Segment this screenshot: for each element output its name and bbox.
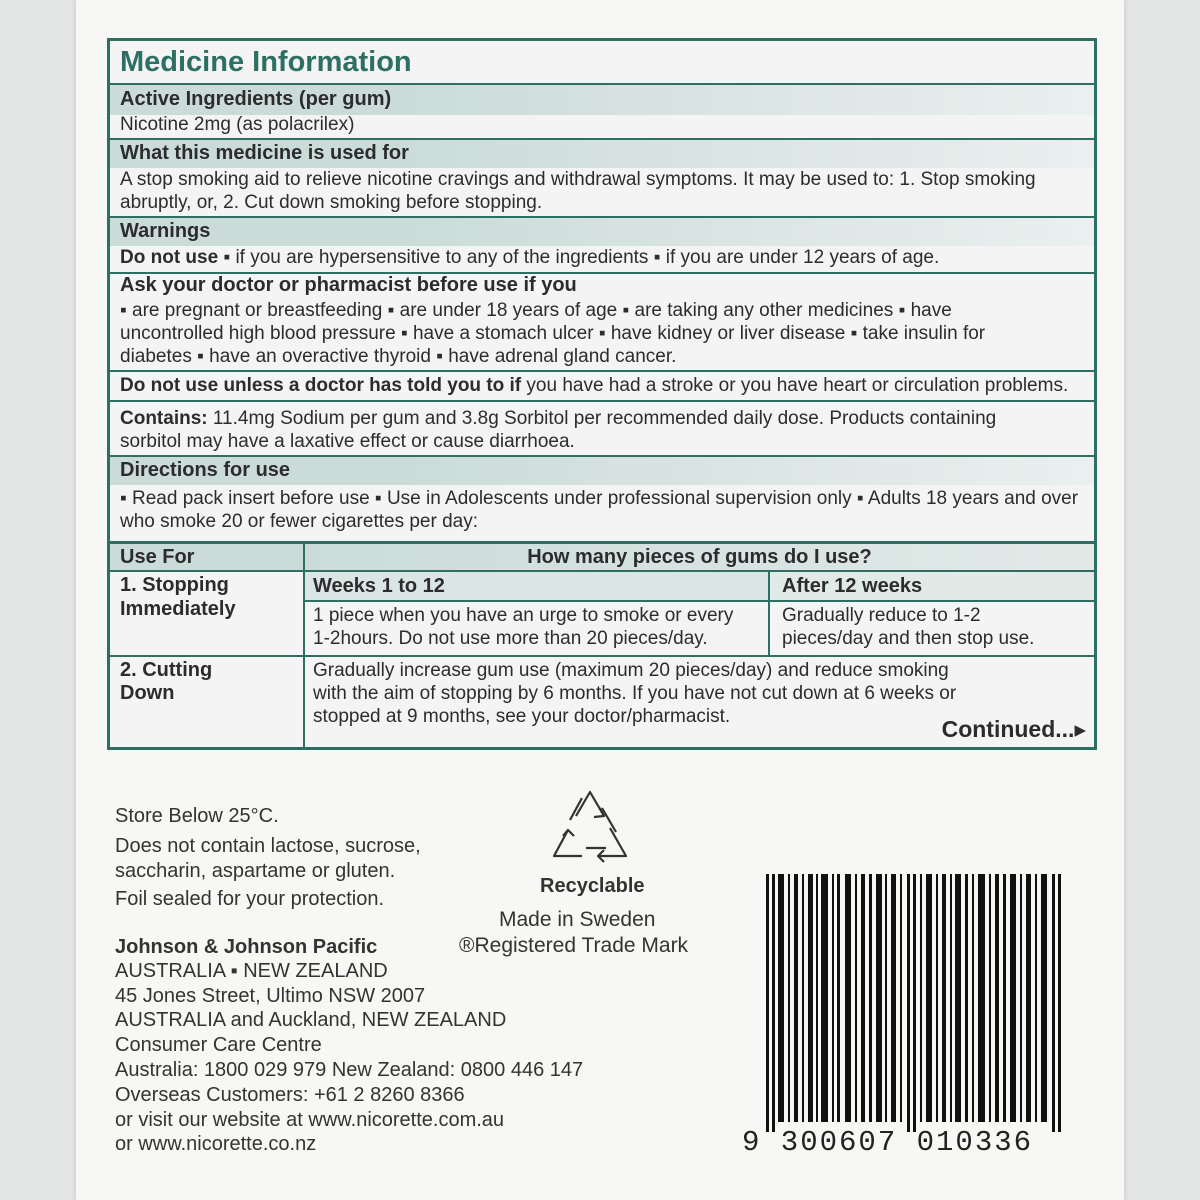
row2-label-line-1: 2. Cutting	[120, 659, 213, 681]
continued-label: Continued...▸	[941, 716, 1086, 742]
contains-row	[120, 407, 1080, 430]
company-line-2: 45 Jones Street, Ultimo NSW 2007	[115, 985, 426, 1007]
ask-doctor-line-1: ▪ are pregnant or breastfeeding ▪ are under 18 years of age ▪ are taking any other medicines ▪ have	[120, 300, 952, 321]
directions-line-1: ▪ Read pack insert before use ▪ Use in Adolescents under professional supervision only ▪ Adults 18 years and over	[120, 488, 1079, 509]
storage-line-2: Does not contain lactose, sucrose,	[115, 835, 421, 857]
barcode	[766, 874, 1068, 1132]
weeks-heading: Weeks 1 to 12	[305, 572, 768, 600]
row2-line-1: Gradually increase gum use (maximum 20 pieces/day) and reduce smoking	[313, 660, 949, 681]
row1-label-line-2: Immediately	[120, 598, 236, 620]
company-line-4: Consumer Care Centre	[115, 1034, 322, 1056]
company-line-1: AUSTRALIA ▪ NEW ZEALAND	[115, 960, 388, 982]
medicine-information-box	[107, 38, 1097, 750]
active-ingredients-text: Nicotine 2mg (as polacrilex)	[120, 114, 355, 135]
recycle-icon	[546, 786, 634, 870]
dosing-table	[110, 541, 1094, 747]
contains-label: Contains:	[120, 408, 208, 429]
company-line-6: Overseas Customers: +61 2 8260 8366	[115, 1084, 465, 1106]
recyclable-label: Recyclable	[540, 875, 645, 897]
weeks-line-1: 1 piece when you have an urge to smoke or every	[313, 605, 734, 626]
col-use-for: Use For	[110, 544, 303, 570]
after-line-2: pieces/day and then stop use.	[782, 628, 1035, 649]
contains-line-1: 11.4mg Sodium per gum and 3.8g Sorbitol per recommended daily dose. Products containing	[207, 408, 997, 429]
directions-line-2: who smoke 20 or fewer cigarettes per day:	[120, 511, 479, 532]
unless-doctor-row	[120, 374, 1080, 397]
contains-line-2: sorbitol may have a laxative effect or cause diarrhoea.	[120, 431, 575, 452]
ask-doctor-line-2: uncontrolled high blood pressure ▪ have a stomach ulcer ▪ have kidney or liver disease ▪ take insulin for	[120, 323, 986, 344]
company-line-5: Australia: 1800 029 979 New Zealand: 0800 446 147	[115, 1059, 584, 1081]
ask-doctor-line-3: diabetes ▪ have an overactive thyroid ▪ have adrenal gland cancer.	[120, 346, 677, 367]
after-line-1: Gradually reduce to 1-2	[782, 605, 981, 626]
table-divider	[110, 655, 1094, 657]
row2-label-line-2: Down	[120, 682, 175, 704]
company-line-3: AUSTRALIA and Auckland, NEW ZEALAND	[115, 1009, 507, 1031]
do-not-use-text: ▪ if you are hypersensitive to any of the ingredients ▪ if you are under 12 years of age.	[218, 247, 940, 268]
warnings-heading: Warnings	[110, 216, 1094, 246]
row1-label-line-1: 1. Stopping	[120, 574, 229, 596]
row2-line-3: stopped at 9 months, see your doctor/pharmacist.	[313, 706, 731, 727]
used-for-line-2: abruptly, or, 2. Cut down smoking before stopping.	[120, 192, 543, 213]
company-line-8: or www.nicorette.co.nz	[115, 1133, 317, 1155]
storage-line-1: Store Below 25°C.	[115, 805, 279, 827]
barcode-digits: 9 300607 010336	[742, 1126, 1034, 1159]
weeks-line-2: 1-2hours. Do not use more than 20 pieces/day.	[313, 628, 708, 649]
ask-doctor-heading: Ask your doctor or pharmacist before use if you	[120, 274, 577, 296]
used-for-heading: What this medicine is used for	[110, 138, 1094, 168]
medicine-info-title: Medicine Information	[120, 46, 412, 78]
unless-doctor-label: Do not use unless a doctor has told you to if	[120, 375, 522, 396]
active-ingredients-heading: Active Ingredients (per gum)	[110, 83, 1094, 115]
unless-doctor-text: you have had a stroke or you have heart or circulation problems.	[521, 375, 1069, 396]
trademark-label: ®Registered Trade Mark	[459, 934, 689, 957]
divider	[110, 400, 1094, 402]
company-line-7: or visit our website at www.nicorette.com.au	[115, 1109, 505, 1131]
row2-line-2: with the aim of stopping by 6 months. If you have not cut down at 6 weeks or	[313, 683, 957, 704]
do-not-use-label: Do not use	[120, 247, 219, 268]
col-how-many: How many pieces of gums do I use?	[305, 544, 1094, 570]
used-for-line-1: A stop smoking aid to relieve nicotine cravings and withdrawal symptoms. It may be used to: 1. Stop smoking	[120, 169, 1036, 190]
table-divider	[303, 600, 1094, 602]
after-heading: After 12 weeks	[770, 572, 1094, 600]
directions-heading: Directions for use	[110, 455, 1094, 485]
divider	[110, 370, 1094, 372]
storage-line-4: Foil sealed for your protection.	[115, 888, 385, 910]
company-name: Johnson & Johnson Pacific	[115, 936, 378, 958]
made-in-label: Made in Sweden	[499, 908, 656, 931]
do-not-use-row	[120, 246, 1080, 269]
storage-line-3: saccharin, aspartame or gluten.	[115, 860, 396, 882]
